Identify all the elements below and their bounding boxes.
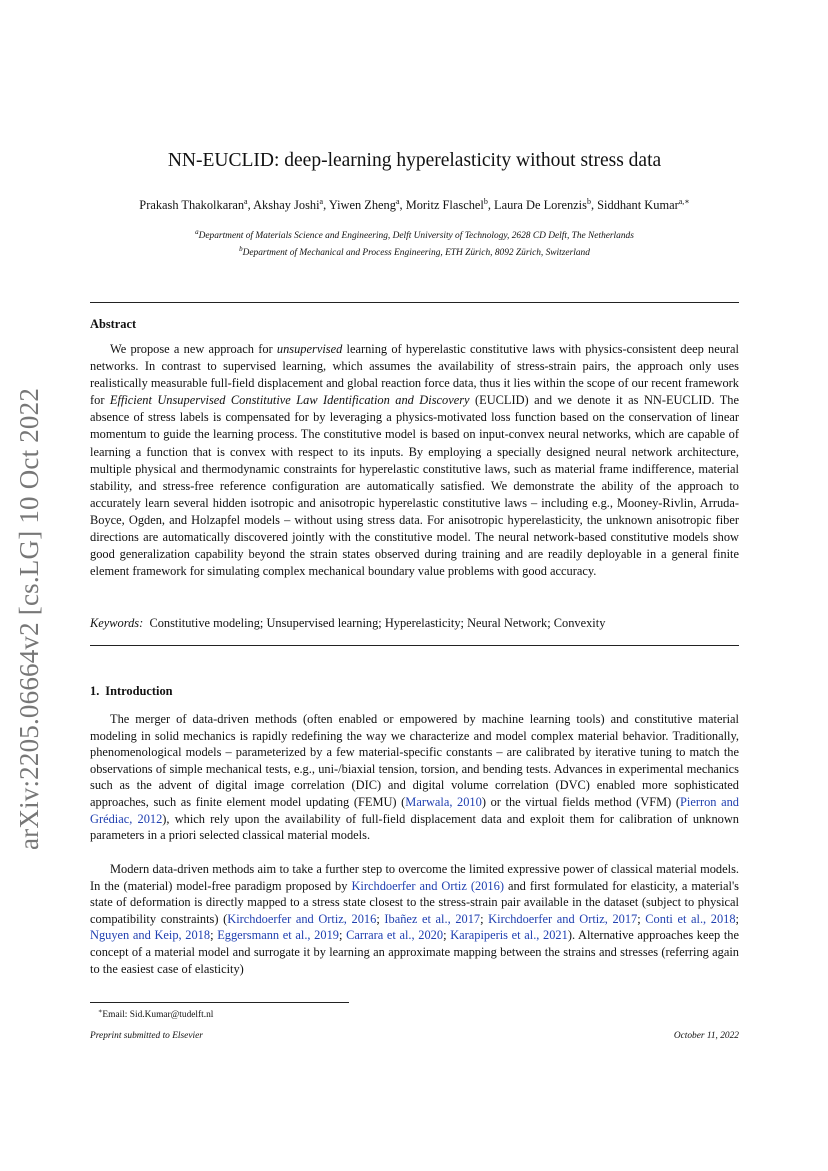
footnote-rule — [90, 1002, 349, 1003]
author-affil-mark: b — [586, 197, 591, 206]
section-heading-introduction — [90, 684, 173, 699]
footnote — [98, 1007, 213, 1020]
citation-link[interactable]: Nguyen and Keip, 2018 — [90, 928, 211, 943]
citation-link[interactable]: Eggersmann et al., 2019 — [217, 928, 339, 943]
affiliation-text: Department of Mechanical and Process Engineering, ETH Zürich, 8092 Zürich, Switzerland — [242, 248, 590, 259]
citation-link[interactable]: Kirchdoerfer and Ortiz, 2017 — [488, 911, 638, 926]
keywords-text: Constitutive modeling; Unsupervised learning; Hyperelasticity; Neural Network; Convexity — [149, 616, 606, 630]
affiliation-text: Department of Materials Science and Engineering, Delft University of Technology, 2628 CD Delft, The Netherlands — [198, 231, 634, 242]
top-rule — [90, 302, 739, 303]
author-list: Prakash Thakolkaran$^a$, Akshay Joshi$^a$, Yiwen Zheng$^a$, Moritz Flaschel$^b$, Laura De Lorenzis$^b$, Siddhant Kumar$^{a,∗}$ — [139, 197, 690, 213]
abstract-body: We propose a new approach for unsupervised learning of hyperelastic constitutive laws with physics-consistent deep neural networks. In contrast to supervised learning, which assumes the availability of stress-strain pairs, the approach only uses realistically measurable full-field displacement and global reaction force data, thus it lies within the scope of our recent framework for Efficient Unsupervised Constitutive Law Identification and Discovery (EUCLID) and we denote it as NN-EUCLID. The absence of stress labels is compensated for by leveraging a physics-motivated loss function based on the conservation of linear momentum to guide the learning process. The constitutive model is based on input-convex neural networks, which are capable of learning a function that is convex with respect to its inputs. By employing a specially designed neural network architecture, multiple physical and thermodynamic constraints for hyperelastic constitutive laws, such as material frame indifference, material stability, and stress-free reference configuration are automatically satisfied. We demonstrate the ability of the approach to accurately learn several hidden isotropic and anisotropic hyperelastic constitutive laws – including e.g., Mooney-Rivlin, Arruda-Boyce, Ogden, and Holzapfel models – without using stress data. For anisotropic hyperelasticity, the unknown anisotropic fiber directions are automatically discovered jointly with the constitutive model. The neural network-based constitutive models show good generalization capability beyond the strain states observed during training and are readily deployable in a general finite element framework for simulating complex mechanical boundary value problems with good accuracy. — [90, 342, 739, 579]
footnote-email: Email: Sid.Kumar@tudelft.nl — [102, 1010, 214, 1021]
author-name: Laura De Lorenzis — [494, 198, 587, 213]
author-name: Siddhant Kumar — [597, 198, 679, 213]
keywords — [90, 616, 739, 631]
keywords-label: Keywords: — [90, 616, 144, 630]
affiliation-line — [90, 243, 739, 260]
paper-title: NN-EUCLID: deep-learning hyperelasticity without stress data — [167, 150, 662, 171]
footer-date: October 11, 2022 — [673, 1031, 739, 1041]
citation-link[interactable]: Karapiperis et al., 2021 — [450, 928, 568, 943]
citation-link[interactable]: Kirchdoerfer and Ortiz, 2016 — [227, 911, 377, 926]
bottom-rule — [90, 645, 739, 646]
affiliation-mark: a — [195, 228, 199, 236]
intro-paragraph-2: Modern data-driven methods aim to take a further step to overcome the limited expressive power of classical material models. In the (material) model-free paradigm proposed by Kirchdoerfer and Ortiz (2016) and first formulated for elasticity, a material's state of deformation is directly mapped to a stress state closest to the stress-strain pair available in the dataset (subject to physical compatibility constraints) (Kirchdoerfer and Ortiz, 2016; Ibañez et al., 2017; Kirchdoerfer and Ortiz, 2017; Conti et al., 2018; Nguyen and Keip, 2018; Eggersmann et al., 2019; Carrara et al., 2020; Karapiperis et al., 2021). Alternative approaches keep the concept of a material model and surrogate it by learning an approximate mapping between the strains and stresses (referring again to the easiest case of elasticity) — [90, 862, 740, 976]
citation-link[interactable]: Marwala, 2010 — [405, 794, 482, 809]
section-title: Introduction — [105, 684, 173, 698]
affiliation-line — [90, 226, 739, 243]
author-affil-mark: a — [395, 197, 400, 206]
abstract-heading: Abstract — [90, 317, 137, 331]
citation-link[interactable]: Pierron and Grédiac, 2012 — [90, 794, 739, 826]
intro-paragraph-1: The merger of data-driven methods (often enabled or empowered by machine learning tools) and constitutive material modeling in solid mechanics is rapidly redefining the way we characterize and model complex material behavior. Traditionally, phenomenological models – parameterized by a few material-specific constants – are calibrated by iterative tuning to match the observations of simple mechanical tests, e.g., uni-/biaxial tension, torsion, and bending tests. Advances in experimental mechanics such as the advent of digital image correlation (DIC) and digital volume correlation (DVC) enabled more sophisticated approaches, such as finite element model updating (FEMU) (Marwala, 2010) or the virtual fields method (VFM) (Pierron and Grédiac, 2012), which rely upon the availability of full-field displacement data and exploit them for calibration of unknown parameters in a priori selected classical material models. — [90, 712, 739, 843]
author-name: Akshay Joshi — [253, 198, 320, 213]
citation-link[interactable]: Kirchdoerfer and Ortiz (2016) — [351, 878, 504, 893]
author-name: Moritz Flaschel — [405, 198, 484, 213]
arxiv-identifier-stamp: arXiv:2205.06664v2 [cs.LG] 10 Oct 2022 — [14, 387, 44, 850]
author-affil-mark: a — [244, 197, 248, 206]
citation-link[interactable]: Carrara et al., 2020 — [346, 928, 444, 943]
author-affil-mark: b — [483, 197, 488, 206]
author-affil-mark: a — [319, 197, 324, 206]
affiliation-mark: b — [239, 245, 243, 254]
footer-preprint-note: Preprint submitted to Elsevier — [90, 1031, 203, 1041]
footnote-mark: ∗ — [98, 1008, 103, 1015]
citation-link[interactable]: Ibañez et al., 2017 — [384, 911, 481, 926]
author-affil-mark: a,∗ — [678, 197, 690, 206]
citation-link[interactable]: Conti et al., 2018 — [645, 911, 736, 926]
author-name: Prakash Thakolkaran — [139, 198, 245, 213]
section-number: 1. — [90, 684, 100, 698]
author-name: Yiwen Zheng — [328, 198, 396, 213]
affiliations — [90, 226, 739, 260]
